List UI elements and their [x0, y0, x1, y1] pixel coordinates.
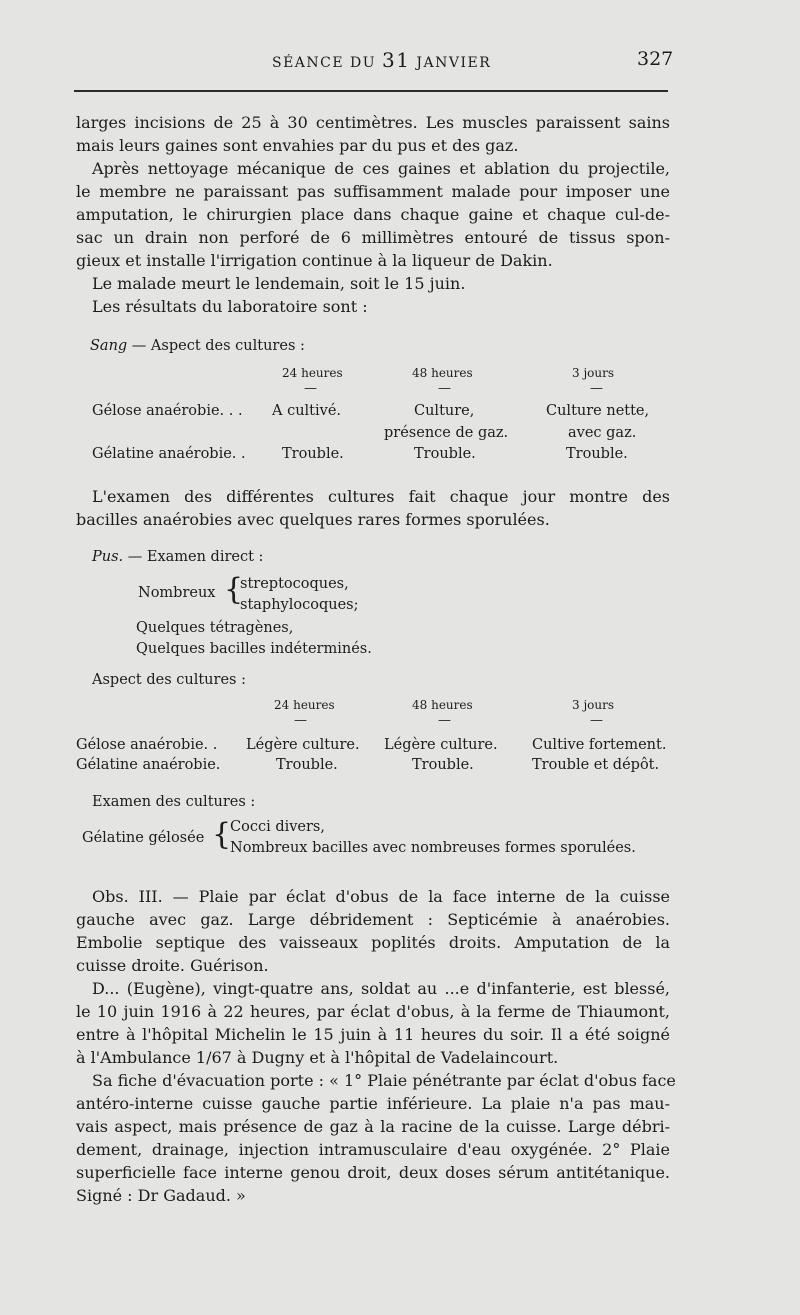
sang-row-2-c1: Trouble. — [282, 446, 344, 462]
obs-title-line-3: Embolie septique des vaisseaux poplités droits. Amputation de la — [76, 933, 670, 952]
sang-row-1-c3b: avec gaz. — [568, 425, 637, 441]
cultures-brace: { — [212, 817, 232, 852]
sang-row-1-c2a: Culture, — [414, 403, 475, 419]
pus-line-2: Quelques bacilles indéterminés. — [136, 641, 372, 657]
gelatine-gelosee-label: Gélatine gélosée — [82, 830, 205, 846]
running-title: SÉANCE DU 31 JANVIER — [272, 48, 492, 72]
pus-line-1: Quelques tétragènes, — [136, 620, 294, 636]
sang-dash-1: — — [304, 381, 317, 396]
intro-line-6: sac un drain non perforé de 6 millimètres entouré de tissus spon- — [76, 228, 670, 247]
sang-row-1-c3a: Culture nette, — [546, 403, 650, 419]
pus-dash-1: — — [294, 713, 307, 728]
intro-line-5: amputation, le chirurgien place dans chaque gaine et chaque cul-de- — [76, 205, 670, 224]
obs-body-line-1: D... (Eugène), vingt-quatre ans, soldat au ...e d'infanterie, est blessé, — [92, 979, 670, 998]
sang-row-1-c2b: présence de gaz. — [384, 425, 509, 441]
pus-row-2-c1: Trouble. — [276, 757, 338, 773]
intro-line-9: Les résultats du laboratoire sont : — [92, 297, 368, 316]
obs-body-line-5: Sa fiche d'évacuation porte : « 1° Plaie pénétrante par éclat d'obus face — [92, 1071, 676, 1090]
examen-cultures-heading: Examen des cultures : — [92, 794, 256, 810]
obs-body-line-7: vais aspect, mais présence de gaz à la racine de la cuisse. Large débri- — [76, 1117, 670, 1136]
pus-aspect-heading: Aspect des cultures : — [92, 672, 246, 688]
obs-body-line-2: le 10 juin 1916 à 22 heures, par éclat d'obus, à la ferme de Thiaumont, — [76, 1002, 670, 1021]
pus-heading: Pus. — Examen direct : — [92, 549, 264, 565]
pus-row-2-name: Gélatine anaérobie. — [76, 757, 221, 773]
pus-brace-item-2: staphylocoques; — [240, 597, 359, 613]
pus-row-1-c1: Légère culture. — [246, 737, 360, 753]
pus-row-1-c3: Cultive fortement. — [532, 737, 667, 753]
intro-line-2: mais leurs gaines sont envahies par du pus et des gaz. — [76, 136, 519, 155]
pus-col-3j: 3 jours — [572, 698, 615, 712]
page-number: 327 — [637, 48, 674, 70]
obs-body-line-4: à l'Ambulance 1/67 à Dugny et à l'hôpital de Vadelaincourt. — [76, 1048, 559, 1067]
obs-title-line-2: gauche avec gaz. Large débridement : Septicémie à anaérobies. — [76, 910, 670, 929]
pus-col-48h: 48 heures — [412, 698, 473, 712]
sang-dash-2: — — [438, 381, 451, 396]
pus-col-24h: 24 heures — [274, 698, 335, 712]
pus-brace-item-1: streptocoques, — [240, 576, 349, 592]
pus-row-2-c2: Trouble. — [412, 757, 474, 773]
pus-dash-3: — — [590, 713, 603, 728]
header-rule — [74, 90, 668, 92]
obs-title-line-4: cuisse droite. Guérison. — [76, 956, 269, 975]
obs-body-line-3: entre à l'hôpital Michelin le 15 juin à 11 heures du soir. Il a été soigné — [76, 1025, 670, 1044]
sang-col-48h: 48 heures — [412, 366, 473, 380]
examen-line-2: bacilles anaérobies avec quelques rares formes sporulées. — [76, 510, 550, 529]
intro-line-1: larges incisions de 25 à 30 centimètres. Les muscles paraissent sains — [76, 113, 670, 132]
examen-line-1: L'examen des différentes cultures fait chaque jour montre des — [92, 487, 670, 506]
sang-dash-3: — — [590, 381, 603, 396]
sang-row-2-c3a: Trouble. — [566, 446, 628, 462]
obs-body-line-9: superficielle face interne genou droit, deux doses sérum antitétanique. — [76, 1163, 670, 1182]
sang-col-3j: 3 jours — [572, 366, 615, 380]
sang-heading: Sang — Aspect des cultures : — [90, 338, 305, 354]
obs-title-line-1: Obs. III. — Plaie par éclat d'obus de la face interne de la cuisse — [92, 887, 670, 906]
sang-row-2-c2a: Trouble. — [414, 446, 476, 462]
intro-line-4: le membre ne paraissant pas suffisamment malade pour imposer une — [76, 182, 670, 201]
intro-line-8: Le malade meurt le lendemain, soit le 15 juin. — [92, 274, 466, 293]
cultures-item-1: Cocci divers, — [230, 819, 325, 835]
pus-row-2-c3: Trouble et dépôt. — [532, 757, 660, 773]
obs-body-line-8: dement, drainage, injection intramusculaire d'eau oxygénée. 2° Plaie — [76, 1140, 670, 1159]
pus-nombreux: Nombreux — [138, 585, 216, 601]
sang-row-2-name: Gélatine anaérobie. . — [92, 446, 246, 462]
obs-body-line-6: antéro-interne cuisse gauche partie inférieure. La plaie n'a pas mau- — [76, 1094, 670, 1113]
obs-body-line-10: Signé : Dr Gadaud. » — [76, 1186, 246, 1205]
sang-row-1-name: Gélose anaérobie. . . — [92, 403, 243, 419]
sang-row-1-c1: A cultivé. — [272, 403, 342, 419]
intro-line-7: gieux et installe l'irrigation continue à la liqueur de Dakin. — [76, 251, 553, 270]
sang-col-24h: 24 heures — [282, 366, 343, 380]
pus-brace: { — [224, 572, 244, 607]
cultures-item-2: Nombreux bacilles avec nombreuses formes sporulées. — [230, 840, 636, 856]
pus-dash-2: — — [438, 713, 451, 728]
intro-line-3: Après nettoyage mécanique de ces gaines et ablation du projectile, — [92, 159, 670, 178]
pus-row-1-name: Gélose anaérobie. . — [76, 737, 218, 753]
pus-row-1-c2: Légère culture. — [384, 737, 498, 753]
